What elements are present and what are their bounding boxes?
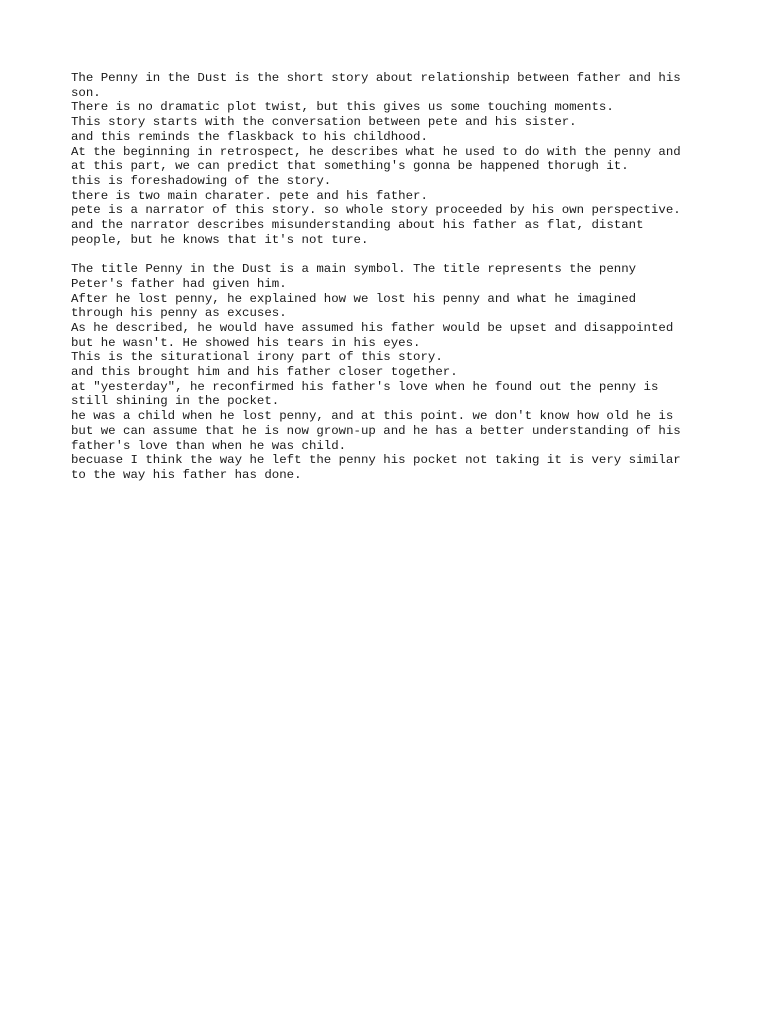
text-line: At the beginning in retrospect, he describes what he used to do with the penny and bbox=[71, 144, 681, 159]
text-line: This is the siturational irony part of this story. bbox=[71, 350, 443, 365]
text-line: through his penny as excuses. bbox=[71, 306, 287, 321]
text-line: at "yesterday", he reconfirmed his father's love when he found out the penny is bbox=[71, 379, 659, 394]
text-line: he was a child when he lost penny, and at this point. we don't know how old he is bbox=[71, 409, 674, 424]
text-line: The title Penny in the Dust is a main symbol. The title represents the penny bbox=[71, 262, 637, 277]
text-line: After he lost penny, he explained how we lost his penny and what he imagined bbox=[71, 291, 637, 306]
text-line: son. bbox=[71, 85, 101, 100]
text-line: and this reminds the flaskback to his childhood. bbox=[71, 129, 428, 144]
text-line: to the way his father has done. bbox=[71, 467, 302, 482]
text-line: there is two main charater. pete and his father. bbox=[71, 188, 428, 203]
text-line: father's love than when he was child. bbox=[71, 438, 347, 453]
paragraph-2 bbox=[71, 262, 711, 483]
text-line: still shining in the pocket. bbox=[71, 394, 280, 409]
text-line: pete is a narrator of this story. so whole story proceeded by his own perspective. bbox=[71, 203, 681, 218]
text-line: The Penny in the Dust is the short story about relationship between father and his bbox=[71, 71, 681, 85]
text-line: This story starts with the conversation between pete and his sister. bbox=[71, 115, 577, 130]
paragraph-1 bbox=[71, 71, 711, 247]
text-line: Peter's father had given him. bbox=[71, 276, 287, 291]
text-line: but he wasn't. He showed his tears in his eyes. bbox=[71, 335, 421, 350]
text-line: There is no dramatic plot twist, but this gives us some touching moments. bbox=[71, 100, 614, 115]
document-page bbox=[71, 71, 711, 483]
text-line: As he described, he would have assumed his father would be upset and disappointed bbox=[71, 320, 674, 335]
text-line: becuase I think the way he left the penny his pocket not taking it is very similar bbox=[71, 453, 681, 468]
text-line: but we can assume that he is now grown-up and he has a better understanding of his bbox=[71, 423, 681, 438]
text-line: this is foreshadowing of the story. bbox=[71, 173, 332, 188]
text-line: people, but he knows that it's not ture. bbox=[71, 232, 369, 247]
text-line: and the narrator describes misunderstanding about his father as flat, distant bbox=[71, 218, 644, 233]
text-line: and this brought him and his father closer together. bbox=[71, 365, 458, 380]
text-line: at this part, we can predict that something's gonna be happened thorugh it. bbox=[71, 159, 629, 174]
